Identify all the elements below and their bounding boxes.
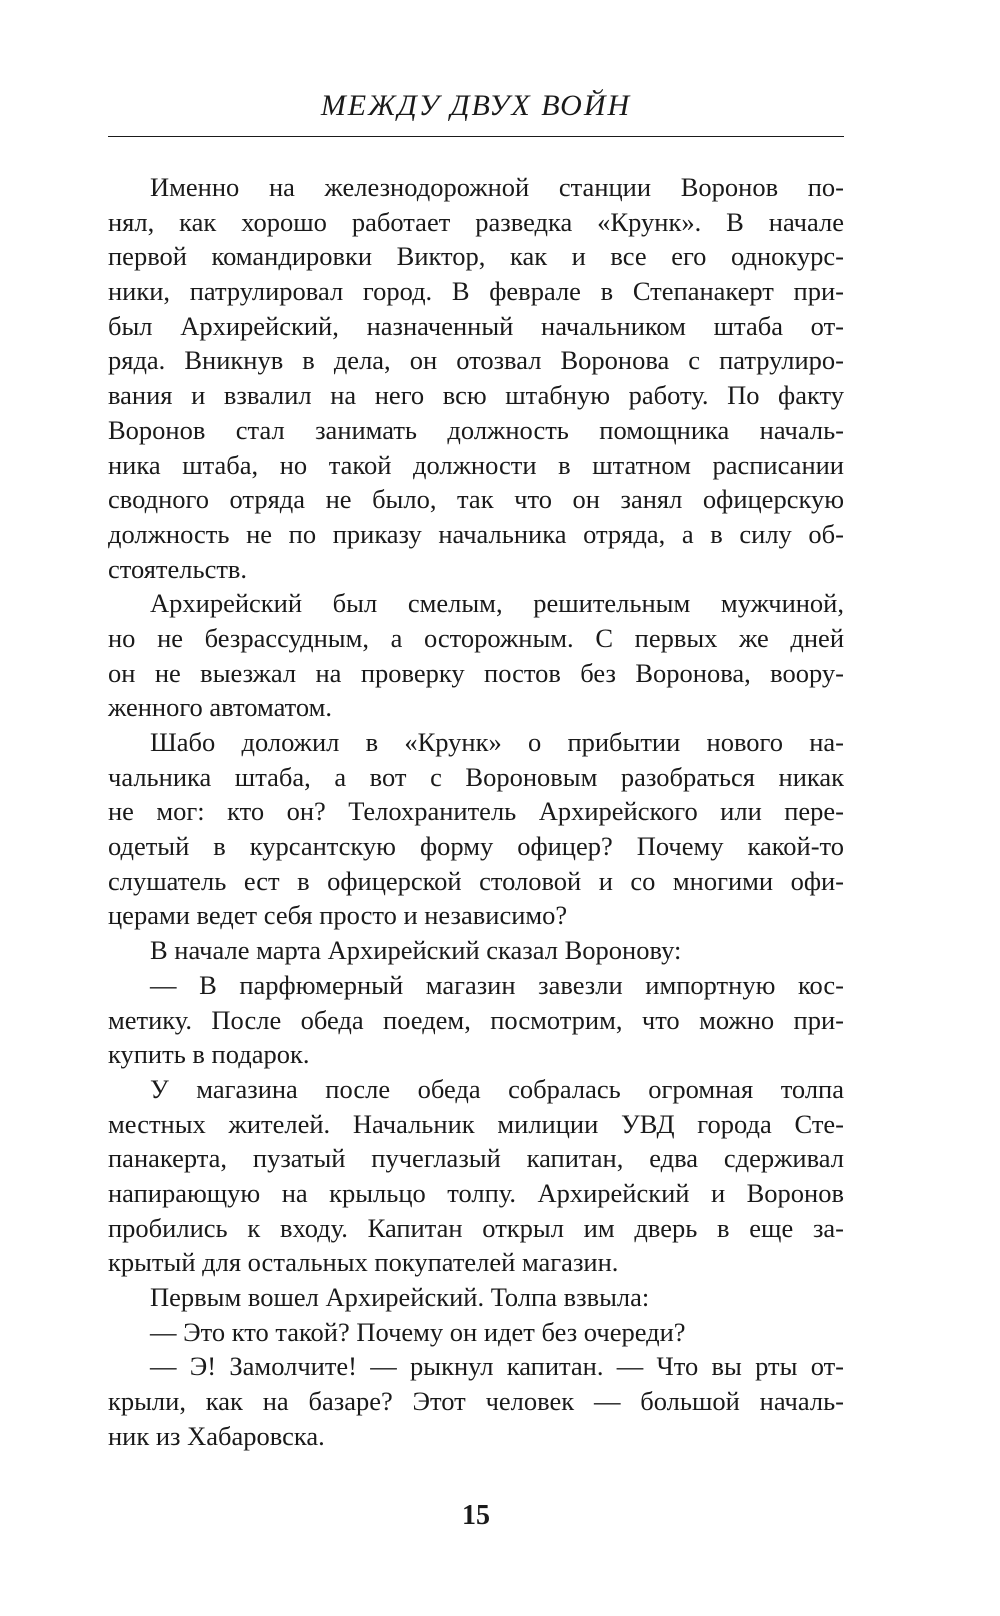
text-line: Шабо доложил в «Крунк» о прибытии нового на-	[150, 727, 844, 757]
running-title: МЕЖДУ ДВУХ ВОЙН	[320, 89, 632, 122]
text-line: женного автоматом.	[108, 692, 333, 723]
text-line: вания и взвалил на него всю штабную работу. По факту	[108, 380, 844, 411]
text-line: крыли, как на базаре? Этот человек — большой началь-	[108, 1386, 844, 1417]
text-line: одетый в курсантскую форму офицер? Почему какой-то	[108, 831, 844, 862]
text-line: ряда. Вникнув в дела, он отозвал Воронова с патрулиро-	[108, 345, 844, 376]
text-line: ника штаба, но такой должности в штатном расписании	[108, 449, 844, 480]
text-line: нял, как хорошо работает разведка «Крунк». В начале	[108, 206, 844, 237]
text-line: напирающую на крыльцо толпу. Архирейский и Воронов	[108, 1177, 844, 1208]
text-line: В начале марта Архирейский сказал Воронову:	[150, 935, 682, 966]
page-number: 15	[462, 1500, 490, 1531]
text-line: купить в подарок.	[108, 1039, 310, 1070]
text-line: он не выезжал на проверку постов без Воронова, воору-	[108, 657, 844, 688]
text-line: чальника штаба, а вот с Вороновым разобраться никак	[108, 761, 844, 792]
text-line: первой командировки Виктор, как и все его однокурс-	[108, 241, 844, 272]
text-line: У магазина после обеда собралась огромная толпа	[150, 1073, 844, 1104]
text-line: не мог: кто он? Телохранитель Архирейского или пере-	[108, 796, 844, 827]
text-line: слушатель ест в офицерской столовой и со многими офи-	[108, 865, 844, 896]
text-line: Воронов стал занимать должность помощника началь-	[108, 414, 844, 445]
header-rule	[108, 136, 844, 137]
text-line: должность не по приказу начальника отряда, а в силу об-	[108, 518, 844, 549]
text-line: стоятельств.	[108, 553, 248, 584]
text-line: ники, патрулировал город. В феврале в Степанакерт при-	[108, 276, 844, 307]
text-line: — Это кто такой? Почему он идет без очереди?	[150, 1316, 686, 1347]
text-line: панакерта, пузатый пучеглазый капитан, едва сдерживал	[108, 1143, 844, 1174]
text-line: — В парфюмерный магазин завезли импортную кос-	[150, 969, 844, 1000]
text-line: местных жителей. Начальник милиции УВД города Сте-	[108, 1108, 844, 1139]
text-line: был Архирейский, назначенный начальником штаба от-	[108, 310, 844, 341]
text-line: сводного отряда не было, так что он занял офицерскую	[108, 484, 844, 515]
text-line: метику. После обеда поедем, посмотрим, что можно при-	[108, 1004, 844, 1035]
text-line: но не безрассудным, а осторожным. С первых же дней	[108, 622, 844, 653]
text-line: — Э! Замолчите! — рыкнул капитан. — Что вы рты от-	[150, 1351, 844, 1382]
text-line: Именно на железнодорожной станции Воронов по-	[150, 172, 844, 202]
body-text	[108, 170, 844, 1453]
text-line: пробились к входу. Капитан открыл им дверь в еще за-	[108, 1212, 844, 1243]
text-line: Архирейский был смелым, решительным мужчиной,	[150, 588, 844, 619]
text-line: церами ведет себя просто и независимо?	[108, 900, 568, 931]
text-line: крытый для остальных покупателей магазин.	[108, 1247, 619, 1278]
text-line: Первым вошел Архирейский. Толпа взвыла:	[150, 1282, 650, 1312]
text-line: ник из Хабаровска.	[108, 1420, 325, 1451]
